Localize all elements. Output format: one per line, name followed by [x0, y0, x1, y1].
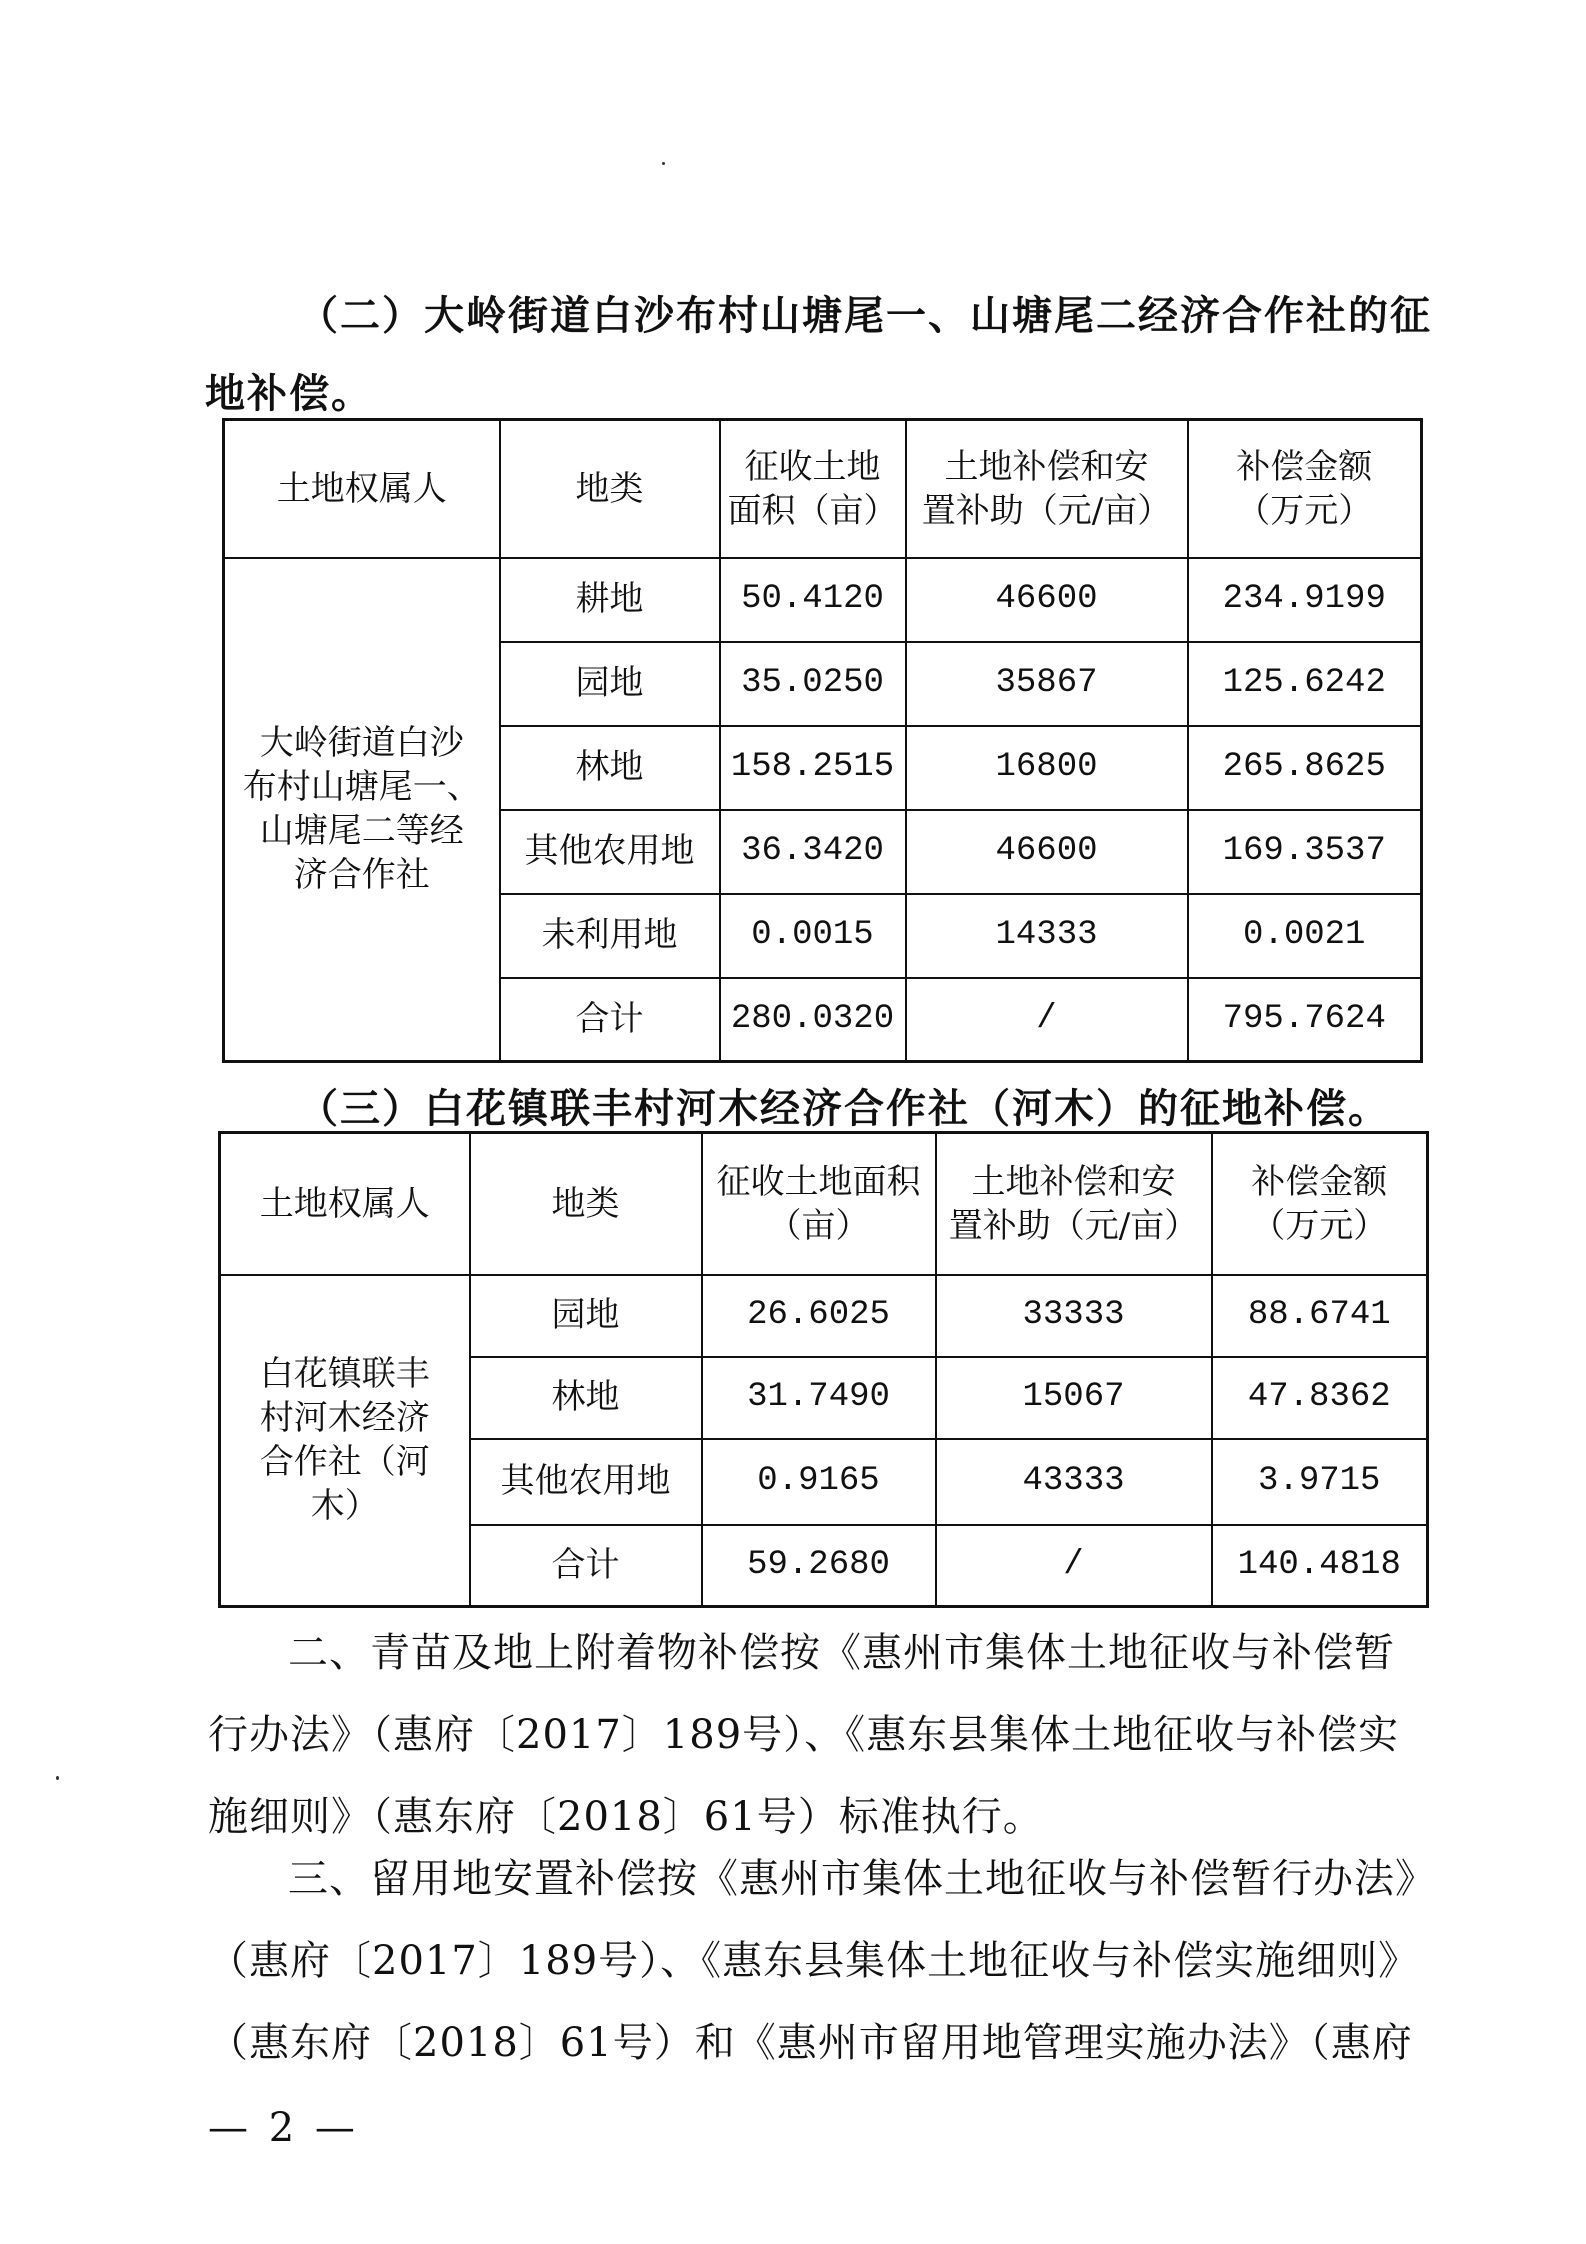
area-cell: 35.0250: [720, 642, 906, 726]
rate-cell: 14333: [906, 894, 1188, 978]
land-type-cell: 林地: [500, 726, 720, 810]
header-amount: 补偿金额 （万元）: [1212, 1133, 1428, 1275]
table-row: [220, 1275, 1428, 1357]
area-cell: 26.6025: [702, 1275, 936, 1357]
header-rate: 土地补偿和安 置补助（元/亩）: [936, 1133, 1212, 1275]
area-cell: 59.2680: [702, 1525, 936, 1607]
land-type-cell: 耕地: [500, 558, 720, 642]
page-number: — 2 —: [208, 2105, 359, 2151]
amount-cell: 169.3537: [1188, 810, 1422, 894]
amount-cell: 795.7624: [1188, 978, 1422, 1062]
header-owner: 土地权属人: [220, 1133, 470, 1275]
area-cell: 280.0320: [720, 978, 906, 1062]
scan-speck: [56, 1776, 59, 1780]
scan-speck: [662, 162, 665, 165]
amount-cell: 234.9199: [1188, 558, 1422, 642]
area-cell: 0.9165: [702, 1439, 936, 1525]
rate-cell: /: [936, 1525, 1212, 1607]
land-type-cell: 其他农用地: [500, 810, 720, 894]
rate-cell: 43333: [936, 1439, 1212, 1525]
table-row: [224, 558, 1422, 642]
amount-cell: 265.8625: [1188, 726, 1422, 810]
rate-cell: 46600: [906, 810, 1188, 894]
header-rate: 土地补偿和安 置补助（元/亩）: [906, 420, 1188, 558]
rate-cell: 33333: [936, 1275, 1212, 1357]
amount-cell: 125.6242: [1188, 642, 1422, 726]
rate-cell: 16800: [906, 726, 1188, 810]
table-header-row: [220, 1133, 1428, 1275]
amount-cell: 0.0021: [1188, 894, 1422, 978]
header-area: 征收土地面积 （亩）: [702, 1133, 936, 1275]
area-cell: 36.3420: [720, 810, 906, 894]
table-header-row: [224, 420, 1422, 558]
area-cell: 158.2515: [720, 726, 906, 810]
header-area: 征收土地 面积（亩）: [720, 420, 906, 558]
area-cell: 31.7490: [702, 1357, 936, 1439]
header-owner: 土地权属人: [224, 420, 500, 558]
amount-cell: 3.9715: [1212, 1439, 1428, 1525]
area-cell: 50.4120: [720, 558, 906, 642]
section3-heading: （三）白花镇联丰村河木经济合作社（河木）的征地补偿。: [298, 1085, 1390, 1132]
land-type-cell: 园地: [500, 642, 720, 726]
header-land-type: 地类: [470, 1133, 702, 1275]
paragraph-retained-land-compensation: 三、留用地安置补偿按《惠州市集体土地征收与补偿暂行办法》（惠府〔2017〕189号）、《惠东县集体土地征收与补偿实施细则》（惠东府〔2018〕61号）和《惠州市留用地管理实施办法》（惠府: [208, 1856, 1420, 2066]
land-type-cell: 合计: [470, 1525, 702, 1607]
amount-cell: 47.8362: [1212, 1357, 1428, 1439]
rate-cell: /: [906, 978, 1188, 1062]
section2-heading-line1: （二）大岭街道白沙布村山塘尾一、山塘尾二经济合作社的征: [298, 292, 1432, 339]
owner-cell: 白花镇联丰 村河木经济 合作社（河 木）: [220, 1275, 470, 1607]
amount-cell: 88.6741: [1212, 1275, 1428, 1357]
land-type-cell: 其他农用地: [470, 1439, 702, 1525]
header-amount: 补偿金额 （万元）: [1188, 420, 1422, 558]
area-cell: 0.0015: [720, 894, 906, 978]
amount-cell: 140.4818: [1212, 1525, 1428, 1607]
rate-cell: 15067: [936, 1357, 1212, 1439]
section2-heading-line2: 地补偿。: [205, 370, 373, 417]
section3-table: [218, 1131, 1429, 1608]
header-land-type: 地类: [500, 420, 720, 558]
paragraph-seedling-compensation: 二、青苗及地上附着物补偿按《惠州市集体土地征收与补偿暂行办法》（惠府〔2017〕189号）、《惠东县集体土地征收与补偿实施细则》（惠东府〔2018〕61号）标准执行。: [208, 1630, 1400, 1840]
rate-cell: 46600: [906, 558, 1188, 642]
land-type-cell: 园地: [470, 1275, 702, 1357]
land-type-cell: 未利用地: [500, 894, 720, 978]
land-type-cell: 林地: [470, 1357, 702, 1439]
rate-cell: 35867: [906, 642, 1188, 726]
section2-table: [222, 418, 1423, 1063]
owner-cell: 大岭街道白沙 布村山塘尾一、 山塘尾二等经 济合作社: [224, 558, 500, 1062]
land-type-cell: 合计: [500, 978, 720, 1062]
